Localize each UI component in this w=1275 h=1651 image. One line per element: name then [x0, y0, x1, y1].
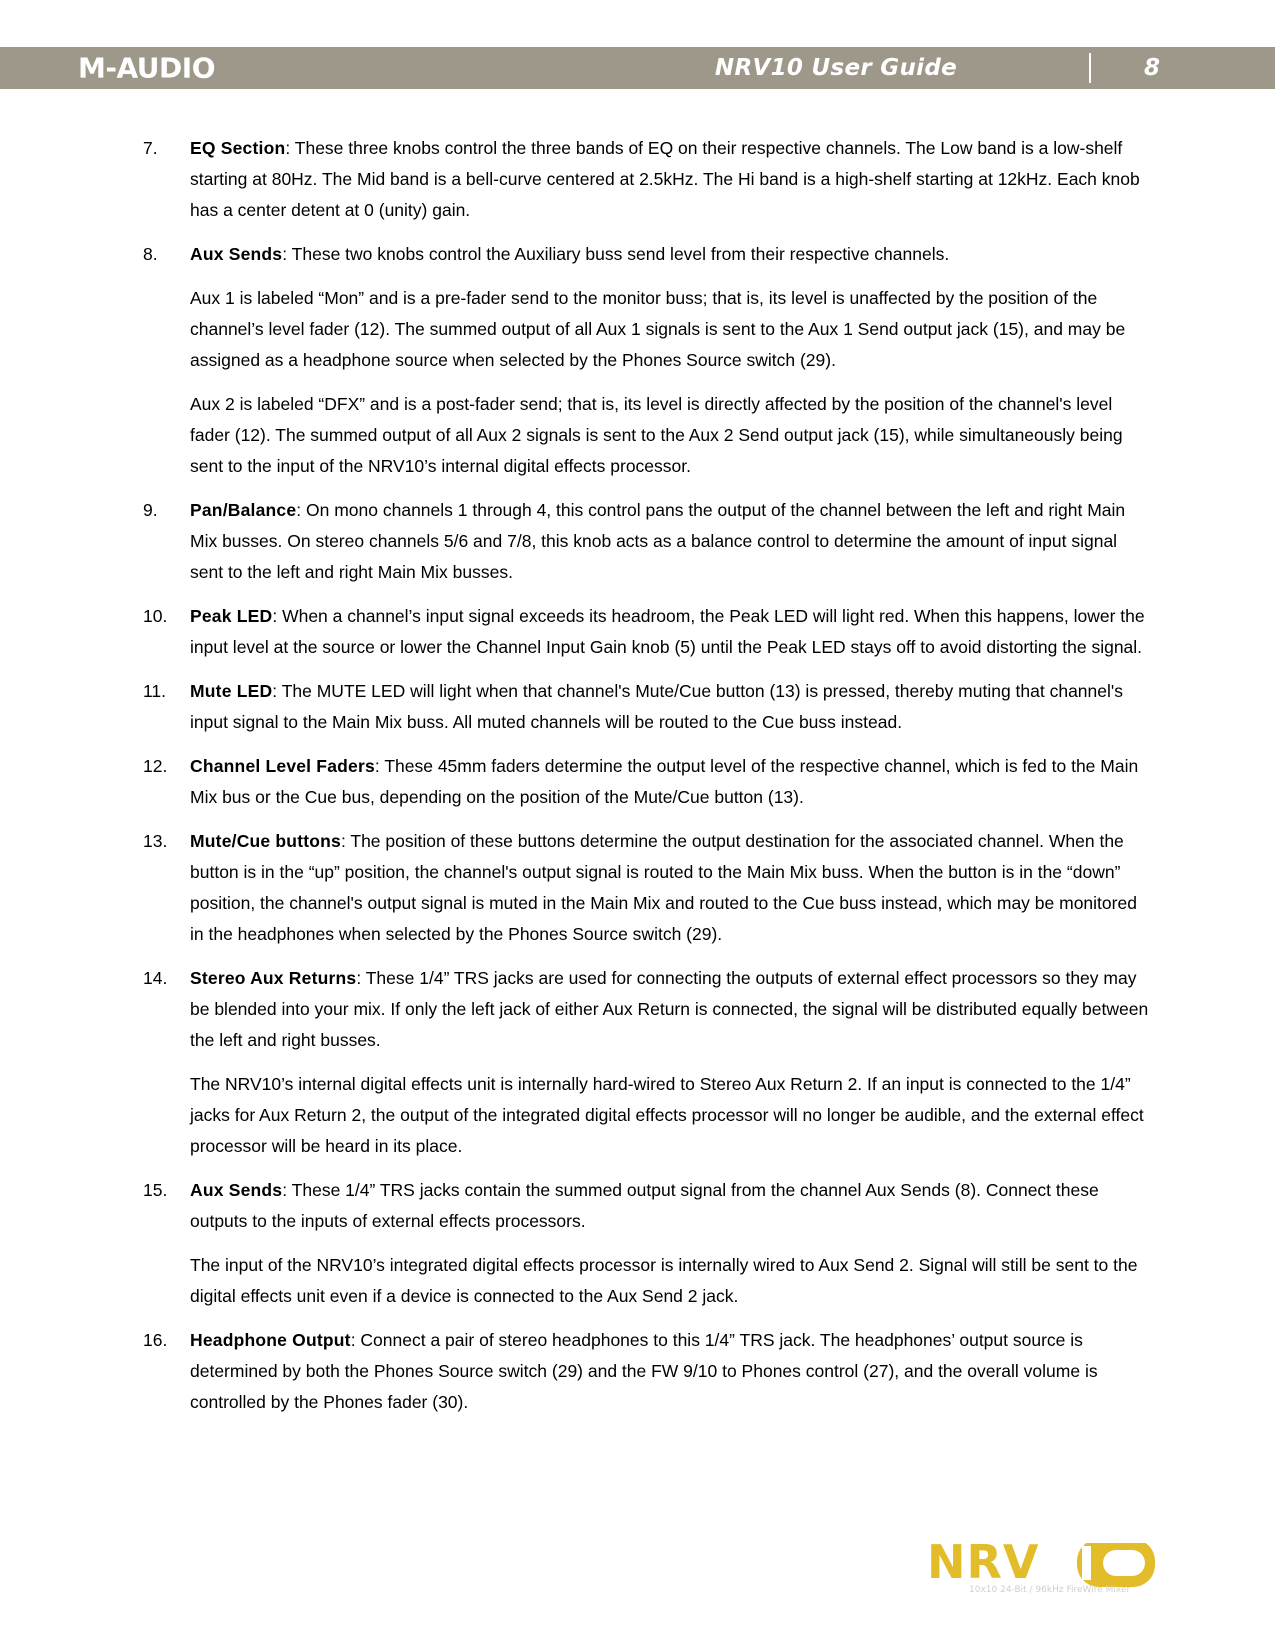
paragraph-text: : The position of these buttons determine the output destination for the associated channel. When the button is in the “up” position, the channel's output signal is routed to the Main Mix buss. When the button is in the “down” position, the channel's output signal is muted in the Main Mix and routed to the Cue buss instead, which may be monitored in the headphones when selected by the Phones Source switch (29). [190, 831, 1137, 944]
paragraph-text: : The MUTE LED will light when that channel's Mute/Cue button (13) is pressed, thereby muting that channel's input signal to the Main Mix buss. All muted channels will be routed to the Cue buss instead. [190, 681, 1123, 732]
list-item-body [190, 1175, 1153, 1312]
list-item-body [190, 601, 1153, 663]
term-label: Aux Sends [190, 244, 283, 264]
list-item [143, 1325, 1153, 1418]
nrv10-tagline: 10x10 24-Bit / 96kHz FireWire Mixer [969, 1585, 1131, 1595]
list-item-body [190, 1325, 1153, 1418]
list-item-number: 16. [143, 1330, 168, 1350]
list-item-number: 9. [143, 500, 158, 520]
list-item-number: 15. [143, 1180, 168, 1200]
paragraph [190, 751, 1153, 813]
page-header-bar [0, 47, 1275, 89]
paragraph-text: : These 1/4” TRS jacks are used for connecting the outputs of external effect processors so they may be blended into your mix. If only the left jack of either Aux Return is connected, the signal will be distributed equally between the left and right busses. [190, 968, 1149, 1050]
nrv10-logo-mark [927, 1534, 1157, 1596]
ten-badge-icon [1077, 1539, 1155, 1587]
list-item-number: 10. [143, 606, 168, 626]
list-item [143, 133, 1153, 226]
paragraph-text: : When a channel’s input signal exceeds its headroom, the Peak LED will light red. When this happens, lower the input level at the source or lower the Channel Input Gain knob (5) until the Peak LED stays off to avoid distorting the signal. [190, 606, 1145, 657]
term-label: EQ Section [190, 138, 286, 158]
list-item-number: 8. [143, 244, 158, 264]
list-item [143, 601, 1153, 663]
paragraph [190, 963, 1153, 1056]
term-label: Pan/Balance [190, 500, 297, 520]
list-item-body [190, 826, 1153, 950]
paragraph [190, 1325, 1153, 1418]
paragraph-text: : These 45mm faders determine the output level of the respective channel, which is fed to the Main Mix bus or the Cue bus, depending on the position of the Mute/Cue button (13). [190, 756, 1139, 807]
paragraph: The NRV10’s internal digital effects unit is internally hard-wired to Stereo Aux Return 2. If an input is connected to the 1/4” jacks for Aux Return 2, the output of the integrated digital effects processor will no longer be audible, and the external effect processor will be heard in its place. [190, 1074, 1144, 1156]
term-label: Channel Level Faders [190, 756, 375, 776]
list-item-number: 12. [143, 756, 168, 776]
list-item [143, 239, 1153, 482]
document-title: NRV10 User Guide [714, 55, 957, 81]
term-label: Headphone Output [190, 1330, 351, 1350]
list-item [143, 495, 1153, 588]
list-item-body [190, 133, 1153, 226]
paragraph [190, 239, 1153, 270]
paragraph: The input of the NRV10’s integrated digital effects processor is internally wired to Aux Send 2. Signal will still be sent to the digital effects unit even if a device is connected to the Aux Send 2 jack. [190, 1255, 1138, 1306]
term-label: Stereo Aux Returns [190, 968, 357, 988]
term-label: Mute/Cue buttons [190, 831, 341, 851]
paragraph-text: : These three knobs control the three bands of EQ on their respective channels. The Low band is a low-shelf starting at 80Hz. The Mid band is a bell-curve centered at 2.5kHz. The Hi band is a high-shelf starting at 12kHz. Each knob has a center detent at 0 (unity) gain. [190, 138, 1140, 220]
paragraph: Aux 1 is labeled “Mon” and is a pre-fader send to the monitor buss; that is, its level is unaffected by the position of the channel’s level fader (12). The summed output of all Aux 1 signals is sent to the Aux 1 Send output jack (15), and may be assigned as a headphone source when selected by the Phones Source switch (29). [190, 288, 1126, 370]
term-label: Aux Sends [190, 1180, 283, 1200]
paragraph: Aux 2 is labeled “DFX” and is a post-fader send; that is, its level is directly affected by the position of the channel's level fader (12). The summed output of all Aux 2 signals is sent to the Aux 2 Send output jack (15), while simultaneously being sent to the input of the NRV10’s internal digital effects processor. [190, 394, 1123, 476]
paragraph [190, 826, 1153, 950]
list-item-number: 7. [143, 138, 158, 158]
paragraph [190, 601, 1153, 663]
document-body [143, 133, 1153, 1431]
list-item [143, 751, 1153, 813]
paragraph [190, 1175, 1153, 1237]
paragraph-text: : Connect a pair of stereo headphones to this 1/4” TRS jack. The headphones’ output source is determined by both the Phones Source switch (29) and the FW 9/10 to Phones control (27), and the overall volume is controlled by the Phones fader (30). [190, 1330, 1098, 1412]
paragraph-text: : On mono channels 1 through 4, this control pans the output of the channel between the left and right Main Mix busses. On stereo channels 5/6 and 7/8, this knob acts as a balance control to determine the amount of input signal sent to the left and right Main Mix busses. [190, 500, 1126, 582]
list-item-number: 13. [143, 831, 168, 851]
paragraph-text: : These 1/4” TRS jacks contain the summed output signal from the channel Aux Sends (8). Connect these outputs to the inputs of external effects processors. [190, 1180, 1099, 1231]
nrv-wordmark: NRV [927, 1535, 1040, 1589]
list-item-body [190, 495, 1153, 588]
paragraph [190, 495, 1153, 588]
paragraph [190, 133, 1153, 226]
term-label: Peak LED [190, 606, 273, 626]
list-item-body [190, 963, 1153, 1162]
page-number: 8 [1143, 55, 1160, 81]
list-item-body [190, 239, 1153, 482]
paragraph-text: : These two knobs control the Auxiliary buss send level from their respective channels. [282, 244, 950, 264]
list-item-body [190, 676, 1153, 738]
header-divider [1089, 53, 1091, 83]
list-item-number: 14. [143, 968, 168, 988]
list-item-body [190, 751, 1153, 813]
list-item-number: 11. [143, 681, 167, 701]
m-audio-logo: M-AUDIO [78, 51, 215, 85]
list-item [143, 826, 1153, 950]
list-item [143, 963, 1153, 1162]
paragraph [190, 676, 1153, 738]
list-item [143, 676, 1153, 738]
term-label: Mute LED [190, 681, 273, 701]
list-item [143, 1175, 1153, 1312]
nrv10-logo [927, 1534, 1157, 1596]
